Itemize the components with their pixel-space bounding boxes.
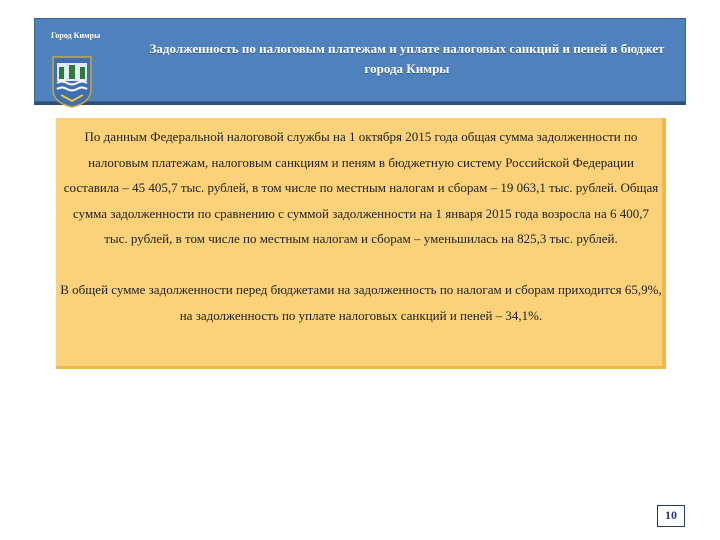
slide-title: Задолженность по налоговым платежам и уплате налоговых санкций и пеней в бюджет города Кимры [149, 41, 665, 76]
content-panel [56, 118, 666, 369]
city-coat-of-arms-icon [51, 55, 93, 109]
paragraph-debt-overview: По данным Федеральной налоговой службы на 1 октября 2015 года общая сумма задолженности по налоговым платежам, налоговым санкциям и пеням в бюджетную систему Российской Федерации составила – 45 405,7 тыс. рублей, в том числе по местным налогам и сборам – 19 063,1 тыс. рублей. Общая сумма задолженности по сравнению с суммой задолженности на 1 января 2015 года возросла на 6 400,7 тыс. рублей, в том числе по местным налогам и сборам – уменьшилась на 825,3 тыс. рублей. [63, 129, 659, 246]
paragraph-debt-structure: В общей сумме задолженности перед бюджетами на задолженность по налогам и сборам приходится 65,9%, на задолженность по уплате налоговых санкций и пеней – 34,1%. [60, 282, 662, 323]
city-label: Город Кимры [51, 31, 101, 40]
slide-header [34, 18, 686, 102]
page-number: 10 [657, 505, 685, 527]
